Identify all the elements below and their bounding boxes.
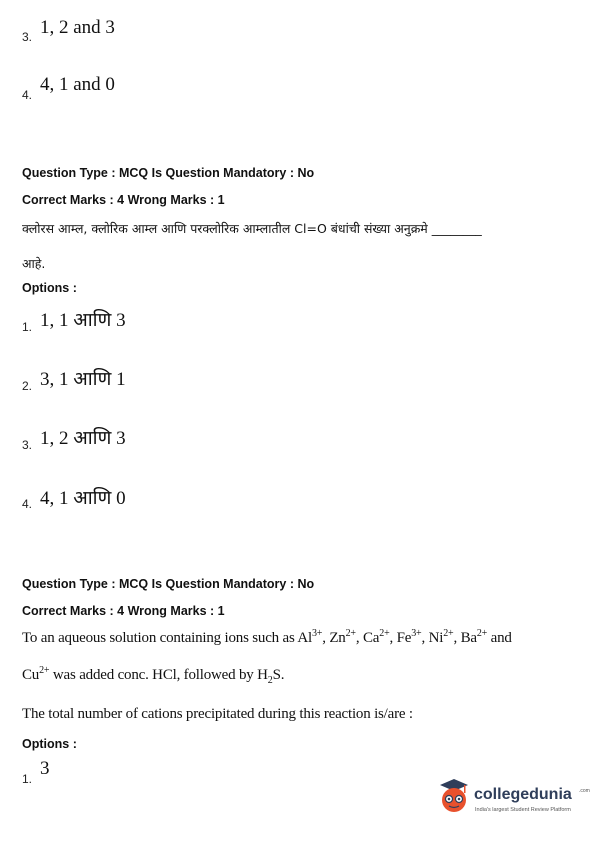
ion-charge: 2+ bbox=[379, 628, 390, 639]
ion-separator: , bbox=[453, 630, 458, 646]
ion-symbol: Cu bbox=[22, 667, 40, 683]
ion-charge: 2+ bbox=[443, 628, 454, 639]
question-text-line1: क्लोरस आम्ल, क्लोरिक आम्ल आणि परक्लोरिक आम्लातील Cl=O बंधांची संख्या अनुक्रमे ________ bbox=[22, 221, 482, 236]
ion-charge: 2+ bbox=[476, 628, 488, 639]
marks-line: Correct Marks : 4 Wrong Marks : 1 bbox=[22, 193, 225, 207]
question-text-middle: was added conc. HCl, followed by H bbox=[52, 667, 268, 683]
question-text-line2: आहे. bbox=[22, 256, 46, 271]
ion-symbol: Fe bbox=[393, 630, 412, 646]
option-text: 4, 1 आणि 0 bbox=[40, 488, 126, 509]
ion-charge: 2+ bbox=[345, 628, 356, 639]
ion-symbol: Ca bbox=[359, 630, 380, 646]
ion-item bbox=[359, 630, 393, 646]
option-text: 1, 1 आणि 3 bbox=[40, 310, 126, 331]
question-text-line3: The total number of cations precipitated during this reaction is/are : bbox=[22, 706, 413, 722]
ion-separator: , bbox=[389, 630, 394, 646]
ion-symbol: Ba bbox=[457, 630, 477, 646]
logo-tagline: India's largest Student Review Platform bbox=[475, 807, 571, 813]
option-number: 3. bbox=[22, 30, 33, 44]
logo-suffix: .com bbox=[579, 788, 590, 794]
option-number: 2. bbox=[22, 379, 33, 393]
question-type-line: Question Type : MCQ Is Question Mandatory : No bbox=[22, 577, 315, 591]
option-text: 1, 2 आणि 3 bbox=[40, 428, 126, 449]
option-number: 4. bbox=[22, 497, 33, 511]
ion-item bbox=[393, 630, 425, 646]
question-type-line: Question Type : MCQ Is Question Mandatory : No bbox=[22, 166, 315, 180]
subscript: 2 bbox=[267, 675, 273, 686]
logo-name: collegedunia bbox=[474, 786, 572, 803]
option-number: 3. bbox=[22, 438, 33, 452]
options-label: Options : bbox=[22, 281, 77, 295]
ion-separator: , bbox=[322, 630, 326, 646]
ion-separator: and bbox=[487, 630, 512, 646]
option-number: 4. bbox=[22, 88, 33, 102]
option-text: 4, 1 and 0 bbox=[40, 74, 115, 95]
option-number: 1. bbox=[22, 772, 33, 786]
ion-symbol: Zn bbox=[325, 630, 346, 646]
ion-charge: 3+ bbox=[411, 628, 422, 639]
ion-charge: 2+ bbox=[39, 665, 50, 676]
question-text-line1 bbox=[22, 628, 512, 647]
marks-line: Correct Marks : 4 Wrong Marks : 1 bbox=[22, 604, 225, 618]
ion-item bbox=[297, 630, 325, 646]
ion-separator: , bbox=[421, 630, 426, 646]
options-label: Options : bbox=[22, 737, 77, 751]
ion-symbol: Al bbox=[297, 630, 312, 646]
ion-list bbox=[297, 630, 511, 646]
question-text-line2 bbox=[22, 665, 284, 686]
option-text: 3 bbox=[40, 758, 50, 779]
option-number: 1. bbox=[22, 320, 33, 334]
ion-item bbox=[326, 630, 360, 646]
ion-symbol: Ni bbox=[425, 630, 444, 646]
option-text: 1, 2 and 3 bbox=[40, 17, 115, 38]
mascot-icon bbox=[436, 776, 472, 816]
ion-item bbox=[425, 630, 457, 646]
question-text-end: S. bbox=[272, 667, 285, 683]
ion-charge: 3+ bbox=[311, 628, 323, 639]
question-text-prefix: To an aqueous solution containing ions such as bbox=[22, 630, 295, 646]
ion-separator: , bbox=[355, 630, 360, 646]
ion-item bbox=[457, 630, 512, 646]
collegedunia-logo bbox=[436, 776, 590, 826]
option-text: 3, 1 आणि 1 bbox=[40, 369, 126, 390]
